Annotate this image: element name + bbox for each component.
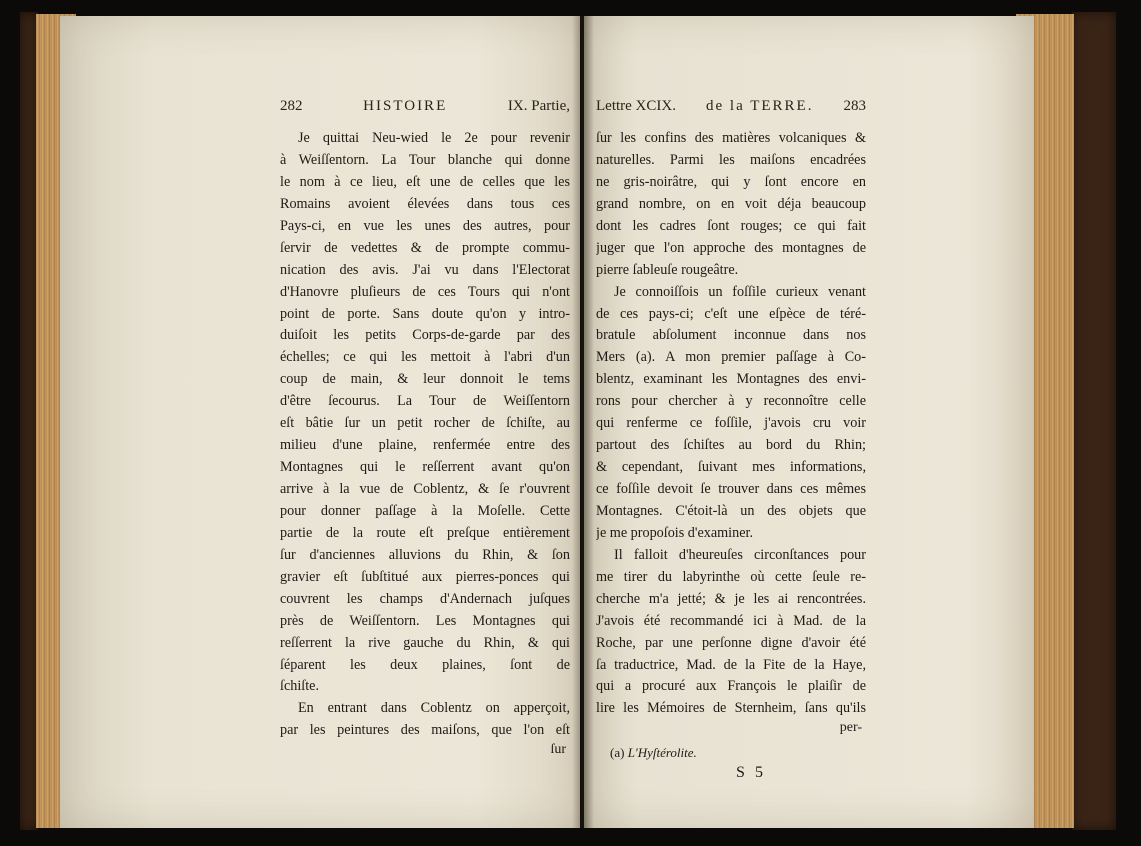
text-line: milieu d'une plaine, renfermée entre des (280, 437, 570, 454)
text-line: arrive à la vue de Coblentz, & ſe r'ouvrent (280, 481, 570, 497)
text-line: Roche, par une perſonne digne d'avoir été (596, 634, 866, 651)
text-line: eſt bâtie ſur un petit rocher de ſchiſte, au (280, 415, 570, 432)
text-line: grand nombre, on en voit déja beaucoup (596, 195, 866, 212)
text-line: partie de la route eſt preſque entièrement (280, 524, 570, 541)
text-line: ſéparent les deux plaines, ſont de (280, 656, 570, 673)
text-line: cherche m'a jetté; & je les ai rencontrées. (596, 590, 866, 607)
page-number: 282 (280, 98, 303, 114)
text-line: bratule abſolument inconnue dans nos (596, 327, 866, 344)
footnote-mark: (a) (610, 745, 625, 761)
text-line: me tirer du labyrinthe où cette ſeule re- (596, 568, 866, 585)
text-line: coup de main, & leur donnoit le tems (280, 371, 570, 388)
book-cover-right (1072, 12, 1116, 830)
text-line: Pays-ci, en vue les unes des autres, pour (280, 217, 570, 234)
text-line: naturelles. Parmi les maiſons encadrées (596, 151, 866, 168)
text-line: de ces pays-ci; c'eſt une eſpèce de téré- (596, 305, 866, 322)
running-title: HISTOIRE (363, 98, 448, 114)
left-page-text (280, 98, 570, 764)
text-line: nication des avis. J'ai vu dans l'Electorat (280, 261, 570, 278)
text-line: Je connoiſſois un foſſile curieux venant (614, 283, 866, 300)
footnote-text: L'Hyſtérolite. (627, 745, 697, 761)
text-line: gravier eſt ſubſtitué aux pierres-ponces qui (280, 568, 570, 585)
footnote (596, 744, 866, 762)
catchword: per- (839, 720, 862, 736)
text-line: à Weiſſentorn. La Tour blanche qui donne (280, 151, 570, 168)
text-line: Il falloit d'heureuſes circonſtances pour (614, 546, 866, 563)
text-line: reſſerrent la rive gauche du Rhin, & qui (280, 634, 570, 651)
text-line: ce foſſile devoit ſe trouver dans ces mêmes (596, 481, 866, 497)
text-line: En entrant dans Coblentz on apperçoit, (298, 700, 570, 717)
text-line: juger que l'on approche des montagnes de (596, 239, 866, 256)
body-text (280, 128, 570, 742)
text-line: échelles; ce qui les mettoit à l'abri d'un (280, 349, 570, 366)
body-text (596, 128, 866, 720)
text-line: qui a procuré aux François le plaiſir de (596, 678, 866, 695)
text-line: dont les cadres ſont rouges; ce qui fait (596, 217, 866, 234)
text-line: partout des ſchiſtes au bord du Rhin; (596, 437, 866, 454)
running-head-right (596, 98, 866, 120)
text-line: pour donner paſſage à la Moſelle. Cette (280, 502, 570, 519)
text-line: duiſoit les petits Corps-de-garde par des (280, 327, 570, 344)
text-line: rons pour chercher à y reconnoître celle (596, 393, 866, 410)
text-line: Romains avoient élevées dans tous ces (280, 195, 570, 212)
text-line: J'avois été recommandé ici à Mad. de la (596, 612, 866, 629)
text-line: Mers (a). A mon premier paſſage à Co- (596, 349, 866, 366)
text-line: couvrent les champs d'Andernach juſques (280, 590, 570, 607)
text-line: je me propoſois d'examiner. (596, 524, 754, 541)
text-line: point de porte. Sans doute qu'on y intro- (280, 305, 570, 322)
text-line: ſur d'anciennes alluvions du Rhin, & ſon (280, 546, 570, 563)
page-number: 283 (843, 98, 866, 114)
text-line: ne gris-noirâtre, qui y ſont encore en (596, 173, 866, 190)
text-line: le nom à ce lieu, eſt une de celles que les (280, 173, 570, 190)
signature-mark: S 5 (736, 764, 766, 782)
text-line: blentz, examinant les Montagnes des envi- (596, 371, 866, 388)
text-line: & cependant, ſuivant mes informations, (596, 459, 866, 476)
text-line: près de Weiſſentorn. Les Montagnes qui (280, 612, 570, 629)
text-line: lire les Mémoires de Sternheim, ſans qu'ils (596, 700, 866, 717)
text-line: qui renferme ce foſſile, j'avois cru voir (596, 415, 866, 432)
right-page-text (596, 98, 866, 782)
text-line: Montagnes qui le reſſerrent avant qu'on (280, 459, 570, 476)
text-line: d'Hanovre pluſieurs de ces Tours qui n'ont (280, 283, 570, 300)
text-line: par les peintures des maiſons, que l'on eſt (280, 722, 570, 739)
running-head-left (280, 98, 570, 120)
text-line: Je quittai Neu-wied le 2e pour revenir (298, 130, 570, 146)
catchword: ſur (550, 742, 566, 758)
text-line: pierre ſableuſe rougeâtre. (596, 261, 739, 278)
text-line: ſchiſte. (280, 678, 320, 695)
text-line: ſervir de vedettes & de prompte commu- (280, 239, 570, 256)
text-line: Montagnes. C'étoit-là un des objets que (596, 502, 866, 519)
letter-label: Lettre XCIX. (596, 98, 676, 114)
text-line: d'être ſecourus. La Tour de Weiſſentorn (280, 393, 570, 410)
text-line: ſur les confins des matières volcaniques & (596, 130, 866, 146)
part-label: IX. Partie, (507, 98, 570, 114)
running-title: de la TERRE. (706, 98, 814, 114)
text-line: ſa traductrice, Mad. de la Fite de la Haye, (596, 656, 866, 673)
book-gutter (572, 16, 594, 828)
